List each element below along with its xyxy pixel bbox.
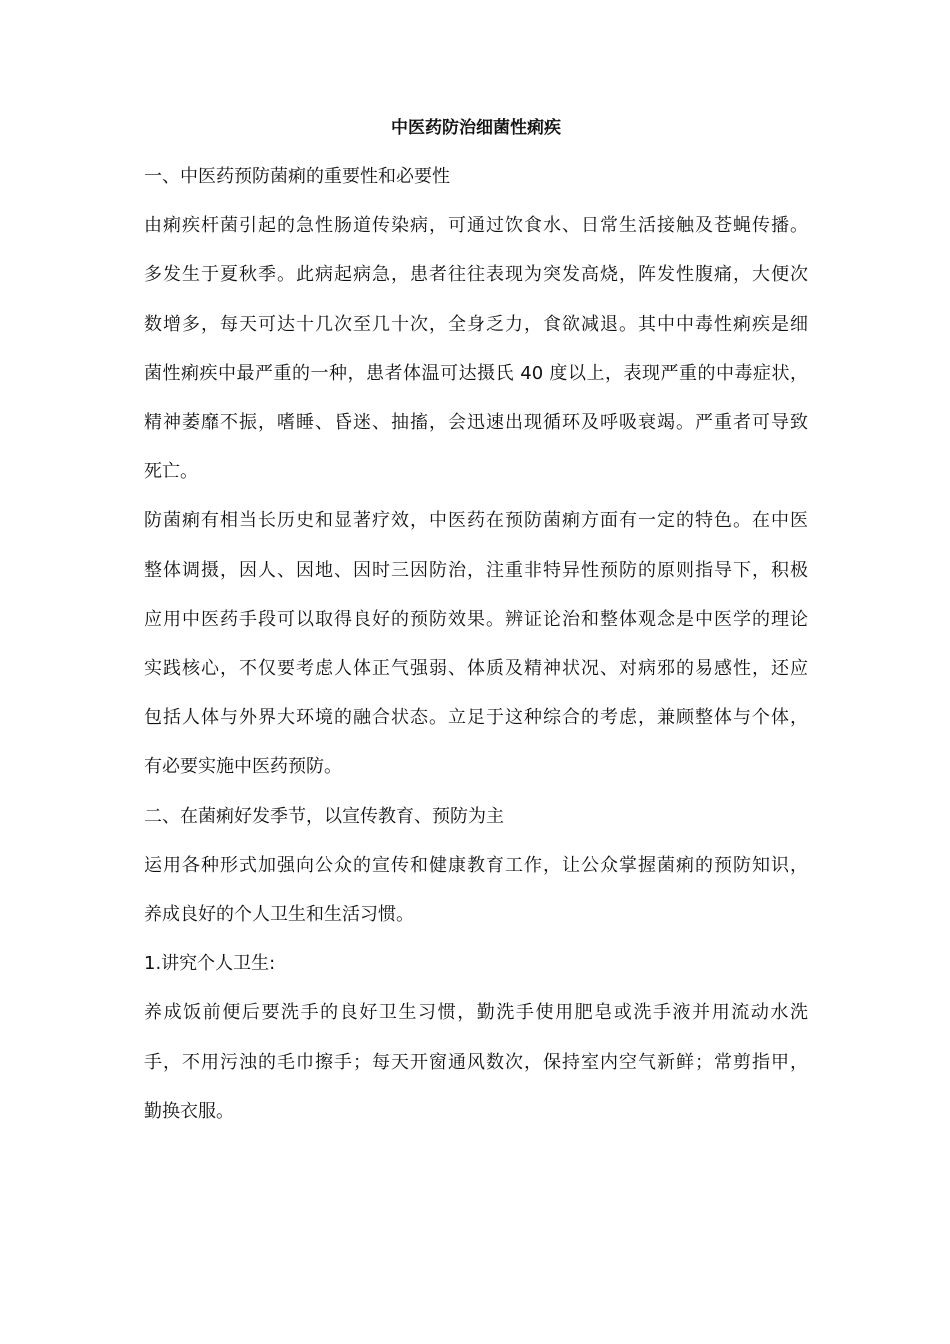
paragraph-line: 防菌痢有相当长历史和显著疗效，中医药在预防菌痢方面有一定的特色。在中医 (144, 510, 808, 532)
paragraph (144, 988, 808, 1136)
paragraph-line: 运用各种形式加强向公众的宣传和健康教育工作，让公众掌握菌痢的预防知识， (144, 854, 808, 876)
paragraph-line: 养成饭前便后要洗手的良好卫生习惯，勤洗手使用肥皂或洗手液并用流动水洗 (144, 1002, 808, 1024)
paragraph-line: 死亡。 (144, 461, 198, 483)
paragraph-line: 有必要实施中医药预防。 (144, 756, 342, 778)
paragraph-line: 包括人体与外界大环境的融合状态。立足于这种综合的考虑，兼顾整体与个体， (144, 707, 808, 729)
section-heading: 一、中医药预防菌痢的重要性和必要性 (144, 166, 450, 187)
paragraph (144, 841, 808, 939)
paragraph-line: 菌性痢疾中最严重的一种，患者体温可达摄氏 40 度以上，表现严重的中毒症状， (144, 362, 808, 384)
paragraph-line: 整体调摄，因人、因地、因时三因防治，注重非特异性预防的原则指导下，积极 (144, 559, 808, 581)
paragraph (144, 201, 808, 496)
document-body (144, 114, 808, 1136)
paragraph-line: 多发生于夏秋季。此病起病急，患者往往表现为突发高烧，阵发性腹痛，大便次 (144, 264, 808, 286)
paragraph-line: 精神萎靡不振，嗜睡、昏迷、抽搐，会迅速出现循环及呼吸衰竭。严重者可导致 (144, 412, 808, 434)
paragraph-line: 数增多，每天可达十几次至几十次，全身乏力，食欲减退。其中中毒性痢疾是细 (144, 313, 808, 335)
section-heading: 二、在菌痢好发季节，以宣传教育、预防为主 (144, 805, 504, 827)
paragraph-line: 由痢疾杆菌引起的急性肠道传染病，可通过饮食水、日常生活接触及苍蝇传播。 (144, 215, 808, 237)
paragraph (144, 496, 808, 791)
paragraph-line: 勤换衣服。 (144, 1100, 234, 1122)
paragraph-line: 实践核心，不仅要考虑人体正气强弱、体质及精神状况、对病邪的易感性，还应 (144, 658, 808, 680)
section-heading: 1.讲究个人卫生: (144, 953, 276, 975)
document-title: 中医药防治细菌性痢疾 (391, 118, 561, 138)
paragraph-line: 手，不用污浊的毛巾擦手；每天开窗通风数次，保持室内空气新鲜；常剪指甲， (144, 1051, 808, 1073)
paragraph-line: 养成良好的个人卫生和生活习惯。 (144, 904, 414, 926)
paragraph-line: 应用中医药手段可以取得良好的预防效果。辨证论治和整体观念是中医学的理论 (144, 608, 808, 630)
